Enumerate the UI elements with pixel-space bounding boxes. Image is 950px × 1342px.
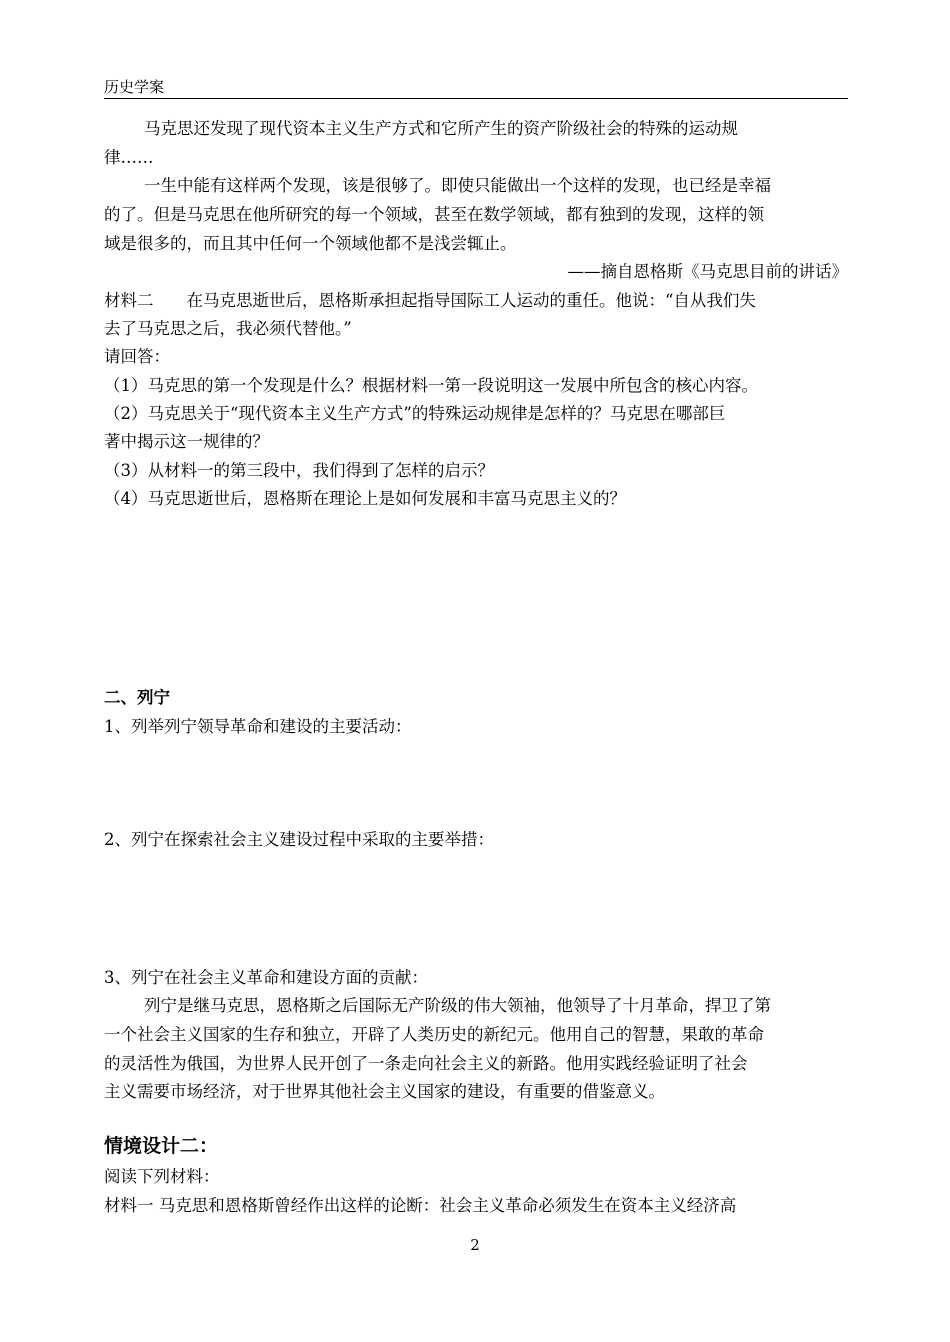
section2-paragraph-line-3: 的灵活性为俄国，为世界人民开创了一条走向社会主义的新路。他用实践经验证明了社会 <box>104 1054 748 1073</box>
material2-line-1: 材料二 在马克思逝世后，恩格斯承担起指导国际工人运动的重任。他说：“自从我们失 <box>104 291 756 310</box>
material1-line-5: 域是很多的，而且其中任何一个领域他都不是浅尝辄止。 <box>104 234 517 253</box>
scenario2-material1: 材料一 马克思和恩格斯曾经作出这样的论断：社会主义革命必须发生在资本主义经济高 <box>104 1196 737 1215</box>
section2-paragraph-line-2: 一个社会主义国家的生存和独立，开辟了人类历史的新纪元。他用自己的智慧，果敢的革命 <box>104 1025 764 1044</box>
question-1: （1）马克思的第一个发现是什么？根据材料一第一段说明这一发展中所包含的核心内容。 <box>104 376 758 395</box>
section2-item-1: 1、列举列宁领导革命和建设的主要活动： <box>104 717 412 736</box>
question-3: （3）从材料一的第三段中，我们得到了怎样的启示？ <box>104 461 494 480</box>
material1-line-2: 律…… <box>104 148 154 167</box>
question-4: （4）马克思逝世后，恩格斯在理论上是如何发展和丰富马克思主义的？ <box>104 489 626 508</box>
section2-paragraph-line-1: 列宁是继马克思，恩格斯之后国际无产阶级的伟大领袖，他领导了十月革命，捍卫了第 <box>144 996 771 1015</box>
material1-line-3: 一生中能有这样两个发现，该是很够了。即使只能做出一个这样的发现，也已经是幸福 <box>144 176 771 195</box>
section2-item-3: 3、列宁在社会主义革命和建设方面的贡献： <box>104 968 428 987</box>
header-rule <box>104 98 848 99</box>
page-header-title: 历史学案 <box>104 78 165 96</box>
material1-citation: ——摘自恩格斯《马克思目前的讲话》 <box>567 262 848 281</box>
material1-line-1: 马克思还发现了现代资本主义生产方式和它所产生的资产阶级社会的特殊的运动规 <box>144 119 738 138</box>
material1-line-4: 的了。但是马克思在他所研究的每一个领域，甚至在数学领域，都有独到的发现，这样的领 <box>104 205 764 224</box>
section2-paragraph-line-4: 主义需要市场经济，对于世界其他社会主义国家的建设，有重要的借鉴意义。 <box>104 1082 665 1101</box>
scenario2-heading: 情境设计二： <box>104 1135 219 1157</box>
question-2: （2）马克思关于“现代资本主义生产方式”的特殊运动规律是怎样的？马克思在哪部巨 <box>104 404 726 423</box>
section2-heading: 二、列宁 <box>104 688 170 707</box>
question-2-cont: 著中揭示这一规律的？ <box>104 432 269 451</box>
material2-line-2: 去了马克思之后，我必须代替他。” <box>104 319 352 338</box>
section2-item-2: 2、列宁在探索社会主义建设过程中采取的主要举措： <box>104 830 494 849</box>
questions-prompt: 请回答： <box>104 347 170 366</box>
scenario2-intro: 阅读下列材料： <box>104 1167 220 1186</box>
page-number: 2 <box>470 1236 480 1254</box>
